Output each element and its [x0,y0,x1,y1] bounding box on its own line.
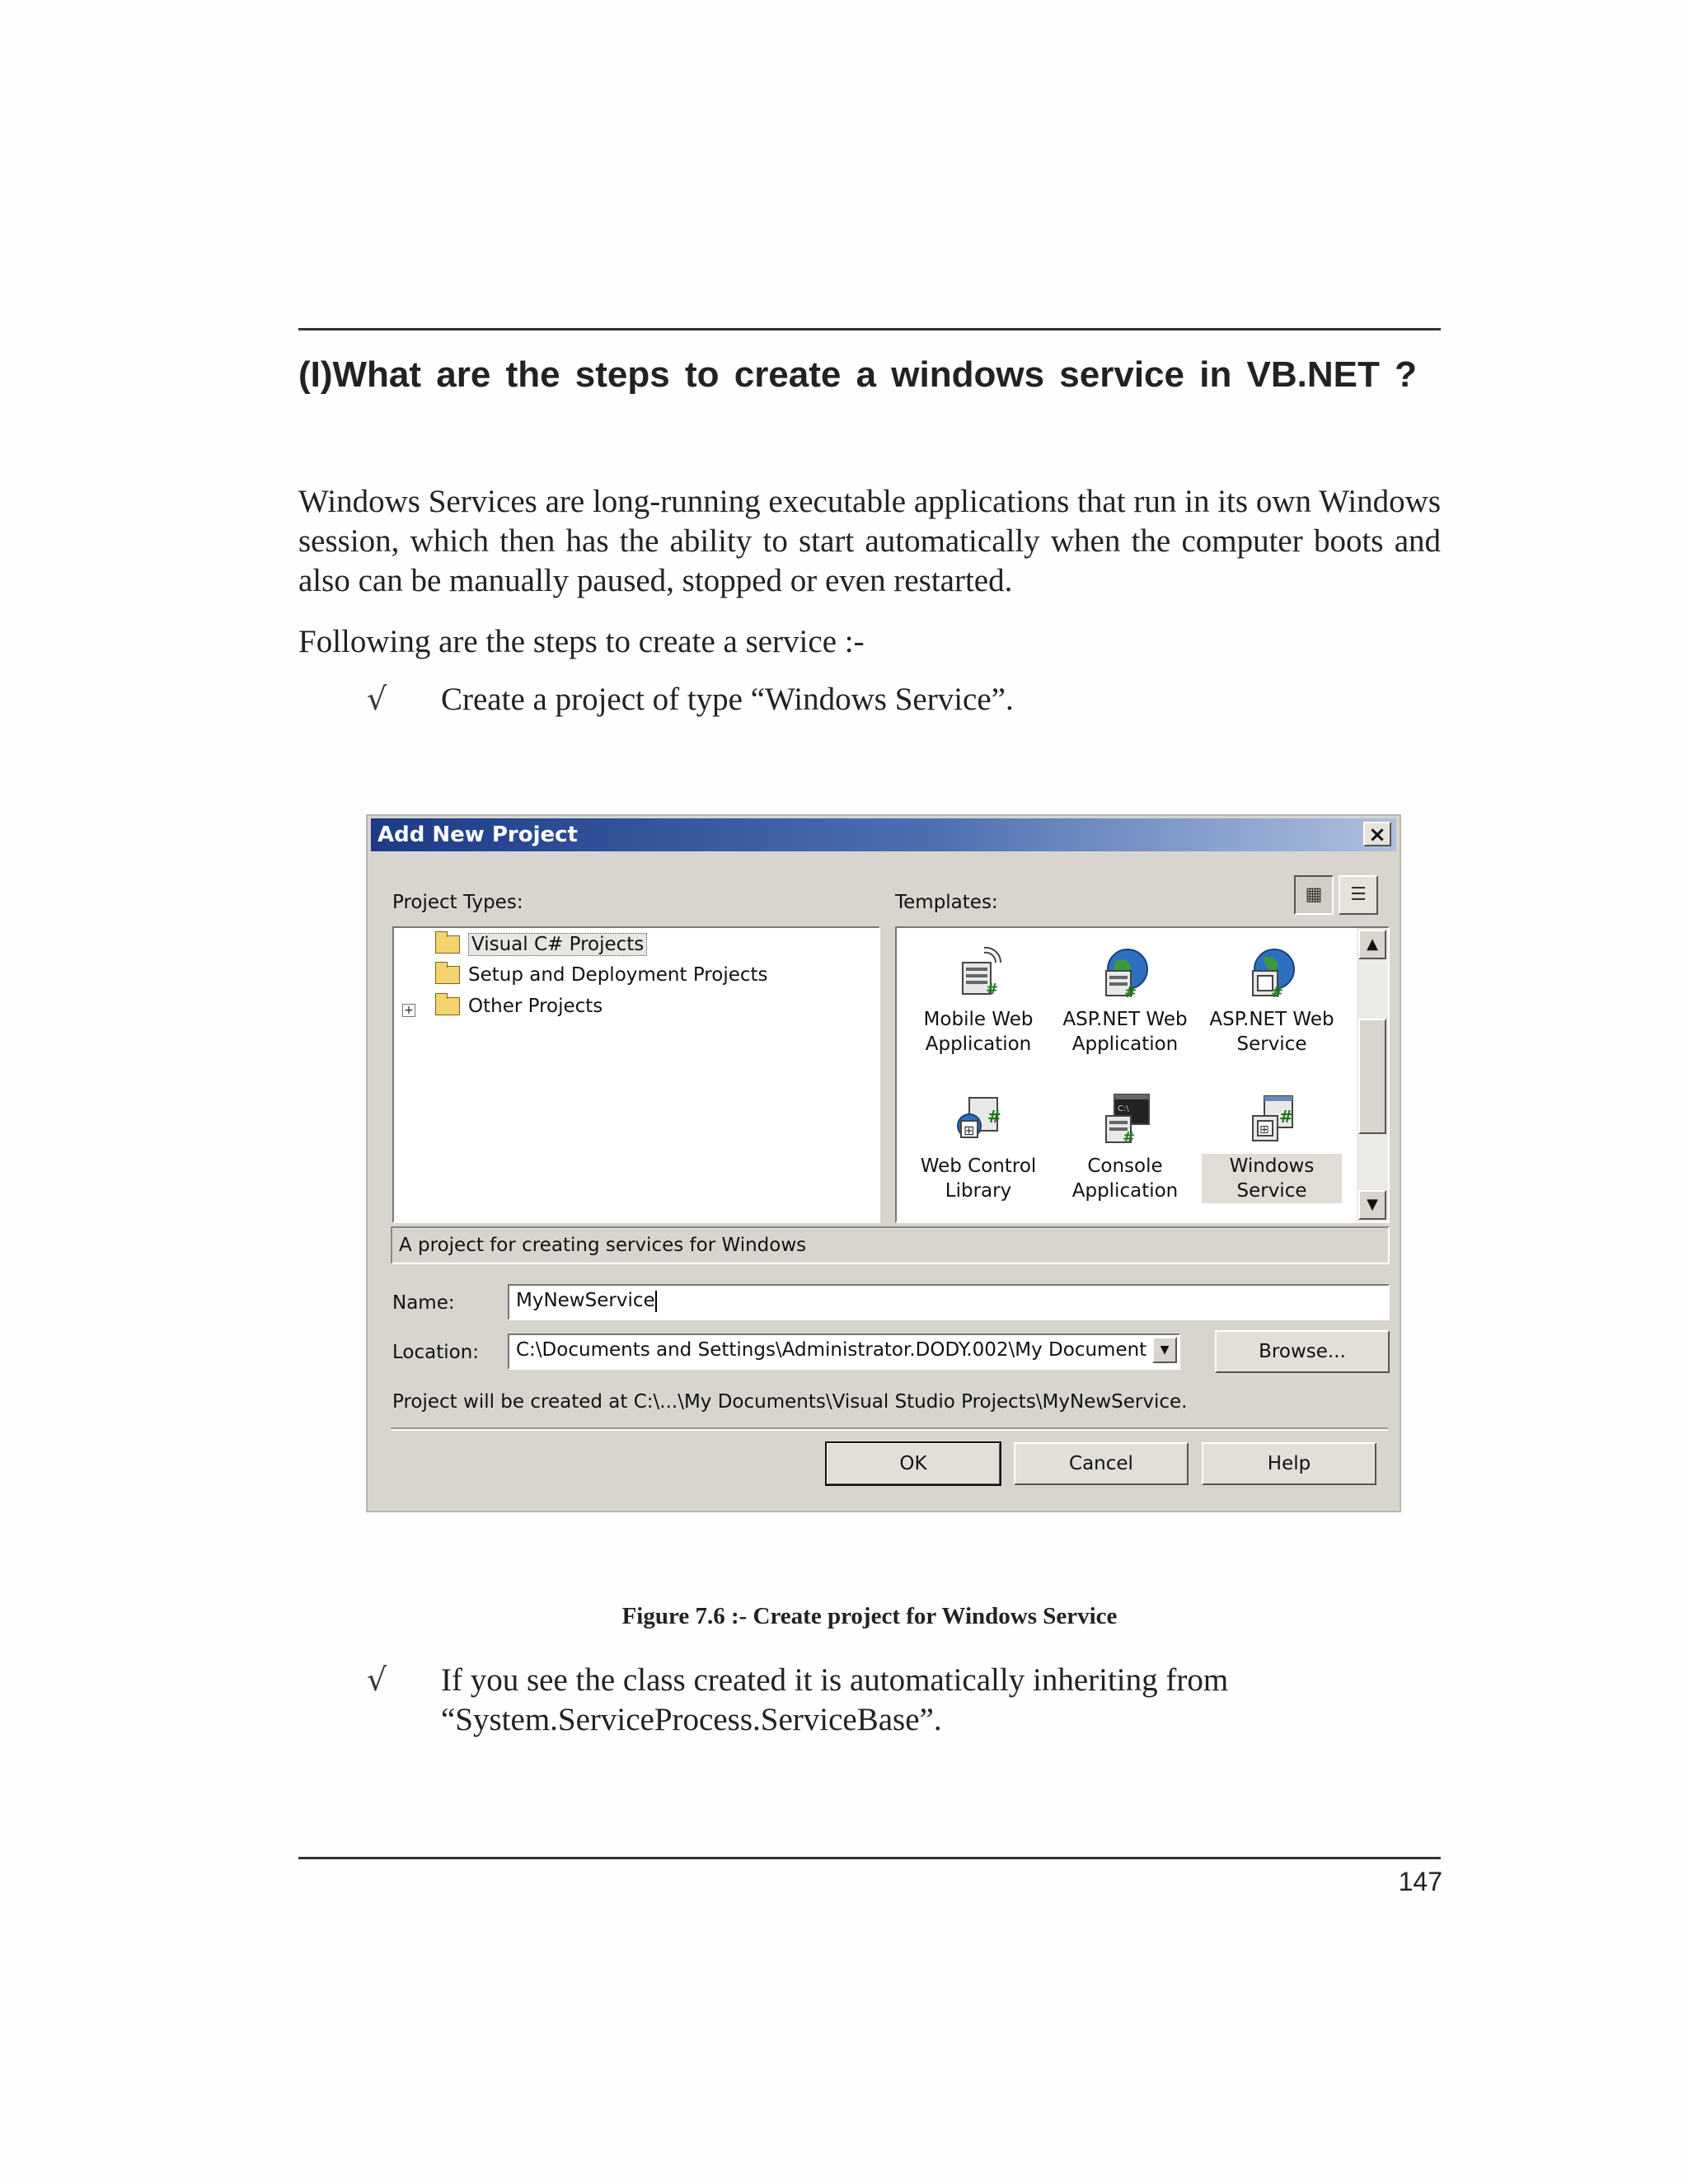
template-label: Windows Service [1202,1154,1342,1203]
name-value: MyNewService [516,1290,655,1311]
scroll-thumb[interactable] [1358,1019,1386,1134]
templates-scrollbar[interactable] [1357,928,1388,1221]
cancel-button[interactable]: Cancel [1014,1442,1189,1485]
svg-text:#: # [1124,984,1137,1001]
svg-text:#: # [1279,1107,1293,1127]
svg-text:#: # [986,981,999,998]
large-icons-view-icon: ▦ [1305,884,1323,905]
globe-icon [1098,946,1152,1001]
top-rule [298,328,1441,330]
project-types-tree[interactable] [392,926,880,1223]
bullet-1: Create a project of type “Windows Service”. [441,682,1014,717]
template-web-control-library[interactable] [908,1093,1048,1203]
web-control-library-icon [951,1093,1006,1147]
page-title: (I)What are the steps to create a windows service in VB.NET ? [298,354,1417,395]
location-value: C:\Documents and Settings\Administrator.DODY.002\My Document [516,1339,1147,1361]
folder-open-icon [435,935,460,954]
svg-text:⊞: ⊞ [964,1122,975,1138]
bullet-2: If you see the class created it is automatically inheriting from “System.ServiceProcess.ServiceBase”. [441,1662,1229,1737]
project-types-label: Project Types: [392,892,523,913]
chevron-down-icon: ▼ [1160,1343,1170,1357]
project-path-info: Project will be created at C:\...\My Documents\Visual Studio Projects\MyNewService. [392,1391,1188,1413]
scroll-up-button[interactable] [1358,930,1386,959]
console-icon [1098,1093,1152,1147]
text-caret [655,1291,657,1312]
tree-item-label: Other Projects [468,996,603,1017]
browse-button[interactable]: Browse... [1215,1330,1390,1373]
svg-text:#: # [987,1107,1001,1127]
tree-item-visual-csharp[interactable] [435,933,647,956]
tree-item-setup-deployment[interactable] [435,964,768,986]
folder-icon [435,997,460,1015]
folder-icon [435,966,460,984]
template-mobile-web-application[interactable] [908,946,1048,1057]
template-aspnet-web-application[interactable] [1055,946,1195,1057]
templates-label: Templates: [895,892,998,913]
ok-button[interactable]: OK [826,1442,1001,1485]
location-dropdown-button[interactable] [1152,1337,1177,1363]
template-aspnet-web-service[interactable] [1202,946,1342,1057]
dialog-titlebar [371,818,1396,851]
check-bullet-icon: √ [367,681,387,717]
template-console-application[interactable] [1055,1093,1195,1203]
expand-icon[interactable]: + [402,1004,415,1017]
page-number: 147 [1398,1867,1442,1896]
name-label: Name: [392,1292,455,1314]
check-bullet-icon: √ [367,1661,387,1698]
list-view-button[interactable] [1339,875,1378,915]
tree-item-label: Visual C# Projects [468,933,647,956]
template-description: A project for creating services for Windows [391,1226,1390,1264]
arrow-up-icon: ▲ [1367,935,1378,953]
dialog-title: Add New Project [377,823,578,847]
scroll-down-button[interactable] [1358,1190,1386,1220]
svg-text:#: # [1123,1129,1136,1146]
help-button[interactable]: Help [1202,1442,1376,1485]
intro-paragraph: Windows Services are long-running executable applications that run in its own Windows session, which then has the ability to start automatically when the computer boots and also can be manually paused, stopped or even restarted. [298,484,1441,598]
figure-caption: Figure 7.6 :- Create project for Windows Service [621,1603,1118,1629]
large-icons-view-button[interactable] [1294,875,1334,915]
mobile-web-icon [951,946,1006,1001]
tree-item-other-projects[interactable] [435,996,603,1017]
svg-text:C:\: C:\ [1118,1104,1129,1113]
template-label: ASP.NET Web Service [1209,1009,1334,1055]
template-label: Mobile Web Application [923,1009,1034,1055]
name-input[interactable] [508,1284,1390,1320]
template-label: Web Control Library [920,1155,1037,1202]
steps-intro: Following are the steps to create a service :- [298,624,865,659]
location-combobox[interactable] [508,1333,1180,1370]
svg-text:⊞: ⊞ [1259,1123,1269,1137]
dialog-separator [391,1427,1388,1431]
templates-pane[interactable] [895,926,1390,1223]
list-view-icon: ☰ [1350,884,1367,905]
close-button[interactable]: × [1363,822,1391,846]
add-new-project-dialog [366,814,1401,1512]
svg-text:#: # [1271,984,1284,1001]
bottom-rule [298,1857,1441,1859]
web-service-globe-icon [1245,946,1299,1001]
template-windows-service[interactable] [1202,1093,1342,1203]
template-label: Console Application [1071,1155,1179,1202]
tree-item-label: Setup and Deployment Projects [468,964,768,986]
arrow-down-icon: ▼ [1367,1196,1378,1213]
location-label: Location: [392,1342,480,1363]
service-icon [1245,1093,1299,1147]
template-label: ASP.NET Web Application [1062,1009,1188,1055]
